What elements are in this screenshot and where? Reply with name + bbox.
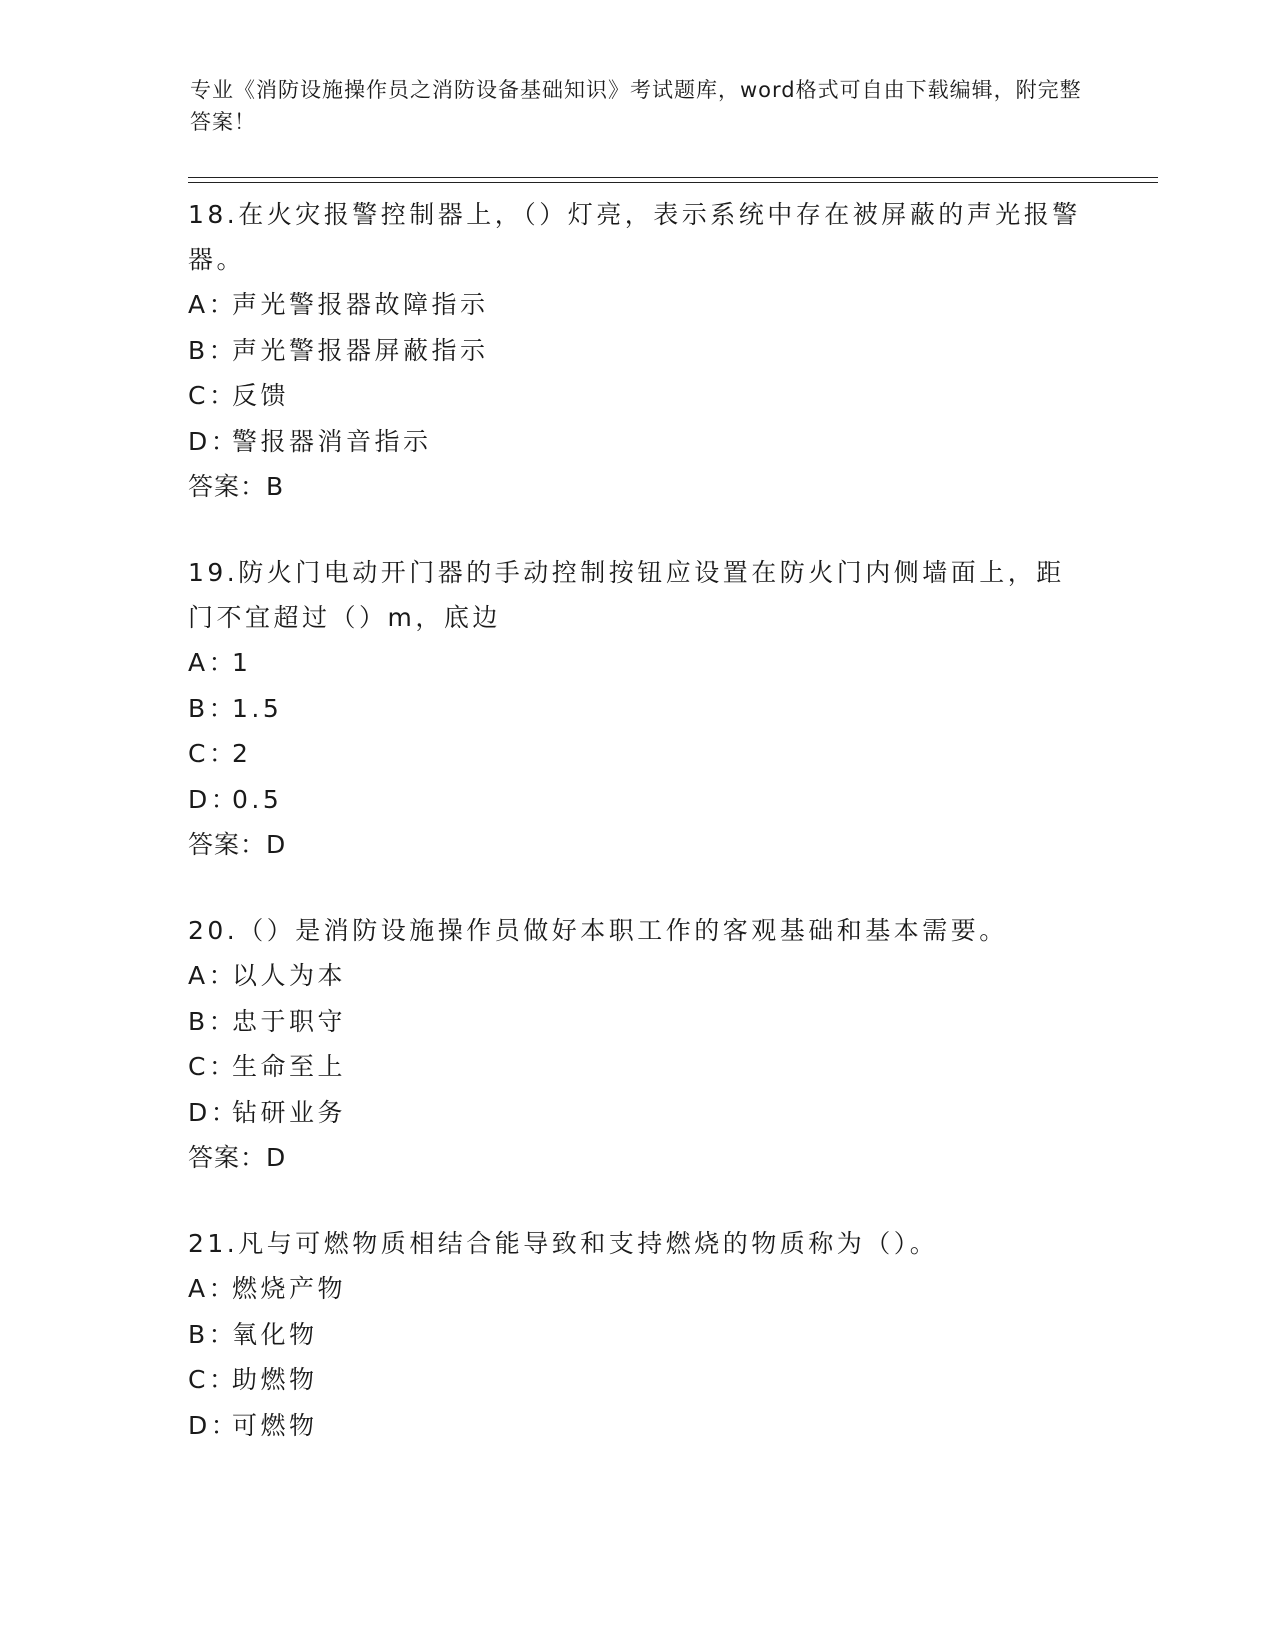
option-text: 1.5: [232, 693, 283, 723]
option-key: B：: [188, 1006, 238, 1036]
question-20: [188, 908, 1088, 1181]
option-text: 助燃物: [232, 1365, 318, 1394]
option-key: C：: [188, 1052, 238, 1081]
option-a: [188, 953, 1088, 999]
option-text: 生命至上: [232, 1052, 347, 1081]
question-stem: 18.在火灾报警控制器上，（）灯亮，表示系统中存在被屏蔽的声光报警器。: [188, 200, 1081, 274]
option-text: 1: [232, 648, 252, 677]
question-18: [188, 192, 1088, 510]
option-key: A：: [188, 648, 238, 677]
option-text: 警报器消音指示: [232, 426, 432, 456]
option-text: 以人为本: [232, 961, 347, 990]
option-key: D：: [188, 426, 240, 456]
option-key: D：: [188, 1097, 240, 1127]
question-21: [188, 1221, 1088, 1448]
option-key: C：: [188, 1365, 238, 1394]
option-text: 可燃物: [232, 1410, 318, 1440]
option-text: 氧化物: [232, 1319, 318, 1349]
question-19: [188, 550, 1088, 868]
option-a: [188, 640, 1088, 686]
question-list: [188, 192, 1088, 1488]
option-text: 钻研业务: [232, 1097, 347, 1127]
option-text: 反馈: [232, 381, 290, 410]
option-text: 燃烧产物: [232, 1274, 347, 1303]
option-key: B：: [188, 335, 238, 365]
option-key: C：: [188, 739, 238, 768]
question-stem: 20.（）是消防设施操作员做好本职工作的客观基础和基本需要。: [188, 916, 1008, 945]
option-a: [188, 1266, 1088, 1312]
option-b: [188, 1312, 1088, 1358]
option-list: [188, 282, 1088, 464]
option-key: A：: [188, 1274, 238, 1303]
option-d: [188, 419, 1088, 465]
header-rule-bottom: [188, 182, 1158, 183]
option-key: B：: [188, 693, 238, 723]
option-key: A：: [188, 961, 238, 990]
header-rule-top: [188, 177, 1158, 178]
answer-line: 答案：D: [188, 830, 287, 859]
option-key: A：: [188, 290, 238, 319]
option-d: [188, 777, 1088, 823]
option-b: [188, 686, 1088, 732]
option-d: [188, 1403, 1088, 1449]
option-a: [188, 282, 1088, 328]
option-c: [188, 731, 1088, 777]
question-stem: 19.防火门电动开门器的手动控制按钮应设置在防火门内侧墙面上，距门不宜超过（）m，底边: [188, 558, 1065, 632]
option-b: [188, 328, 1088, 374]
option-list: [188, 953, 1088, 1135]
option-key: D：: [188, 784, 240, 814]
header-note: 专业《消防设施操作员之消防设备基础知识》考试题库，word格式可自由下载编辑，附完整答案！: [190, 78, 1082, 134]
option-list: [188, 1266, 1088, 1448]
option-d: [188, 1090, 1088, 1136]
option-text: 声光警报器故障指示: [232, 290, 489, 319]
option-key: C：: [188, 381, 238, 410]
option-text: 2: [232, 739, 252, 768]
option-text: 忠于职守: [232, 1006, 347, 1036]
option-b: [188, 999, 1088, 1045]
question-stem: 21.凡与可燃物质相结合能导致和支持燃烧的物质称为（）。: [188, 1229, 939, 1258]
option-text: 0.5: [232, 784, 283, 814]
option-key: B：: [188, 1319, 238, 1349]
option-c: [188, 1044, 1088, 1090]
option-text: 声光警报器屏蔽指示: [232, 335, 489, 365]
option-c: [188, 373, 1088, 419]
option-key: D：: [188, 1410, 240, 1440]
answer-line: 答案：B: [188, 472, 285, 501]
option-list: [188, 640, 1088, 822]
option-c: [188, 1357, 1088, 1403]
answer-line: 答案：D: [188, 1143, 287, 1172]
